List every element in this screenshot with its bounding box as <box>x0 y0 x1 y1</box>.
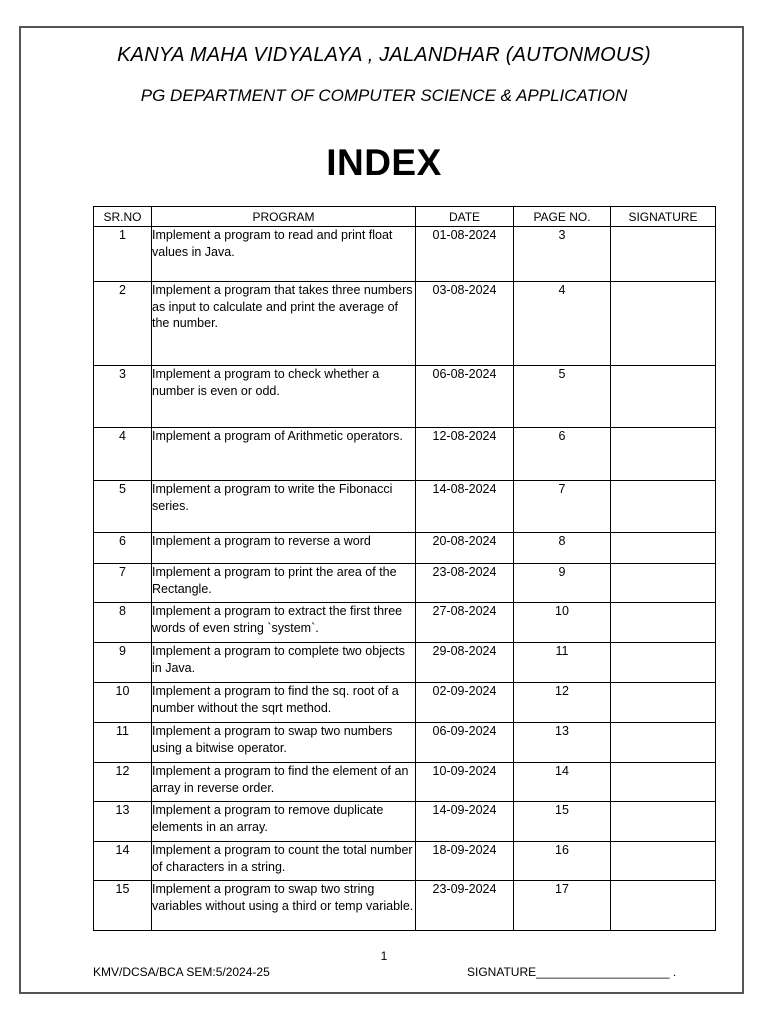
page-no-cell: 4 <box>514 282 611 366</box>
program-cell: Implement a program to find the sq. root of a number without the sqrt method. <box>152 683 416 723</box>
signature-cell <box>611 842 716 881</box>
table-row <box>94 802 716 842</box>
page-no-cell: 8 <box>514 533 611 564</box>
date-cell: 10-09-2024 <box>416 763 514 802</box>
date-cell: 03-08-2024 <box>416 282 514 366</box>
college-name: KANYA MAHA VIDYALAYA , JALANDHAR (AUTONMOUS) <box>117 44 651 66</box>
signature-cell <box>611 564 716 603</box>
program-cell: Implement a program to extract the first three words of even string `system`. <box>152 603 416 643</box>
page-no-cell: 17 <box>514 881 611 931</box>
sr-no-cell: 14 <box>94 842 152 881</box>
table-row <box>94 533 716 564</box>
footer-signature-line: SIGNATURE____________________ . <box>467 965 677 979</box>
page-no-cell: 15 <box>514 802 611 842</box>
signature-cell <box>611 282 716 366</box>
program-cell: Implement a program to print the area of the Rectangle. <box>152 564 416 603</box>
table-row <box>94 282 716 366</box>
signature-cell <box>611 481 716 533</box>
column-header-date: DATE <box>416 207 514 227</box>
date-cell: 06-09-2024 <box>416 723 514 763</box>
table-row <box>94 881 716 931</box>
column-header-program: PROGRAM <box>152 207 416 227</box>
table-row <box>94 564 716 603</box>
date-cell: 02-09-2024 <box>416 683 514 723</box>
sr-no-cell: 10 <box>94 683 152 723</box>
sr-no-cell: 3 <box>94 366 152 428</box>
page-no-cell: 10 <box>514 603 611 643</box>
date-cell: 27-08-2024 <box>416 603 514 643</box>
sr-no-cell: 5 <box>94 481 152 533</box>
program-cell: Implement a program of Arithmetic operators. <box>152 428 416 481</box>
department-name: PG DEPARTMENT OF COMPUTER SCIENCE & APPLICATION <box>140 86 628 105</box>
sr-no-cell: 2 <box>94 282 152 366</box>
program-cell: Implement a program to write the Fibonacci series. <box>152 481 416 533</box>
sr-no-cell: 4 <box>94 428 152 481</box>
page-no-cell: 16 <box>514 842 611 881</box>
program-cell: Implement a program that takes three numbers as input to calculate and print the average of the number. <box>152 282 416 366</box>
table-row <box>94 428 716 481</box>
program-cell: Implement a program to find the element of an array in reverse order. <box>152 763 416 802</box>
column-header-sr-no: SR.NO <box>94 207 152 227</box>
signature-cell <box>611 603 716 643</box>
table-row <box>94 366 716 428</box>
footer-course-code: KMV/DCSA/BCA SEM:5/2024-25 <box>93 965 270 979</box>
program-cell: Implement a program to read and print float values in Java. <box>152 227 416 282</box>
signature-cell <box>611 227 716 282</box>
table-row <box>94 763 716 802</box>
page-no-cell: 13 <box>514 723 611 763</box>
program-cell: Implement a program to reverse a word <box>152 533 416 564</box>
program-cell: Implement a program to swap two numbers using a bitwise operator. <box>152 723 416 763</box>
table-row <box>94 227 716 282</box>
sr-no-cell: 6 <box>94 533 152 564</box>
program-cell: Implement a program to swap two string variables without using a third or temp variable. <box>152 881 416 931</box>
signature-cell <box>611 723 716 763</box>
sr-no-cell: 11 <box>94 723 152 763</box>
table-row <box>94 643 716 683</box>
date-cell: 23-09-2024 <box>416 881 514 931</box>
sr-no-cell: 15 <box>94 881 152 931</box>
date-cell: 18-09-2024 <box>416 842 514 881</box>
date-cell: 01-08-2024 <box>416 227 514 282</box>
page-no-cell: 5 <box>514 366 611 428</box>
signature-cell <box>611 763 716 802</box>
table-row <box>94 603 716 643</box>
table-row <box>94 842 716 881</box>
page-no-cell: 14 <box>514 763 611 802</box>
signature-cell <box>611 428 716 481</box>
date-cell: 20-08-2024 <box>416 533 514 564</box>
date-cell: 29-08-2024 <box>416 643 514 683</box>
sr-no-cell: 1 <box>94 227 152 282</box>
index-table <box>93 206 716 931</box>
table-row <box>94 683 716 723</box>
table-row <box>94 481 716 533</box>
signature-cell <box>611 683 716 723</box>
date-cell: 06-08-2024 <box>416 366 514 428</box>
page-number: 1 <box>380 949 388 963</box>
sr-no-cell: 13 <box>94 802 152 842</box>
sr-no-cell: 9 <box>94 643 152 683</box>
table-row <box>94 723 716 763</box>
signature-cell <box>611 643 716 683</box>
sr-no-cell: 7 <box>94 564 152 603</box>
date-cell: 14-08-2024 <box>416 481 514 533</box>
page-no-cell: 7 <box>514 481 611 533</box>
program-cell: Implement a program to count the total number of characters in a string. <box>152 842 416 881</box>
date-cell: 14-09-2024 <box>416 802 514 842</box>
sr-no-cell: 12 <box>94 763 152 802</box>
page-no-cell: 3 <box>514 227 611 282</box>
column-header-page-no: PAGE NO. <box>514 207 611 227</box>
program-cell: Implement a program to complete two objects in Java. <box>152 643 416 683</box>
page-no-cell: 11 <box>514 643 611 683</box>
signature-cell <box>611 366 716 428</box>
signature-cell <box>611 533 716 564</box>
table-header-row <box>94 207 716 227</box>
column-header-signature: SIGNATURE <box>611 207 716 227</box>
signature-cell <box>611 881 716 931</box>
date-cell: 12-08-2024 <box>416 428 514 481</box>
signature-cell <box>611 802 716 842</box>
page-no-cell: 9 <box>514 564 611 603</box>
sr-no-cell: 8 <box>94 603 152 643</box>
page-no-cell: 12 <box>514 683 611 723</box>
page-title: INDEX <box>326 142 442 183</box>
date-cell: 23-08-2024 <box>416 564 514 603</box>
program-cell: Implement a program to check whether a number is even or odd. <box>152 366 416 428</box>
program-cell: Implement a program to remove duplicate elements in an array. <box>152 802 416 842</box>
page-no-cell: 6 <box>514 428 611 481</box>
